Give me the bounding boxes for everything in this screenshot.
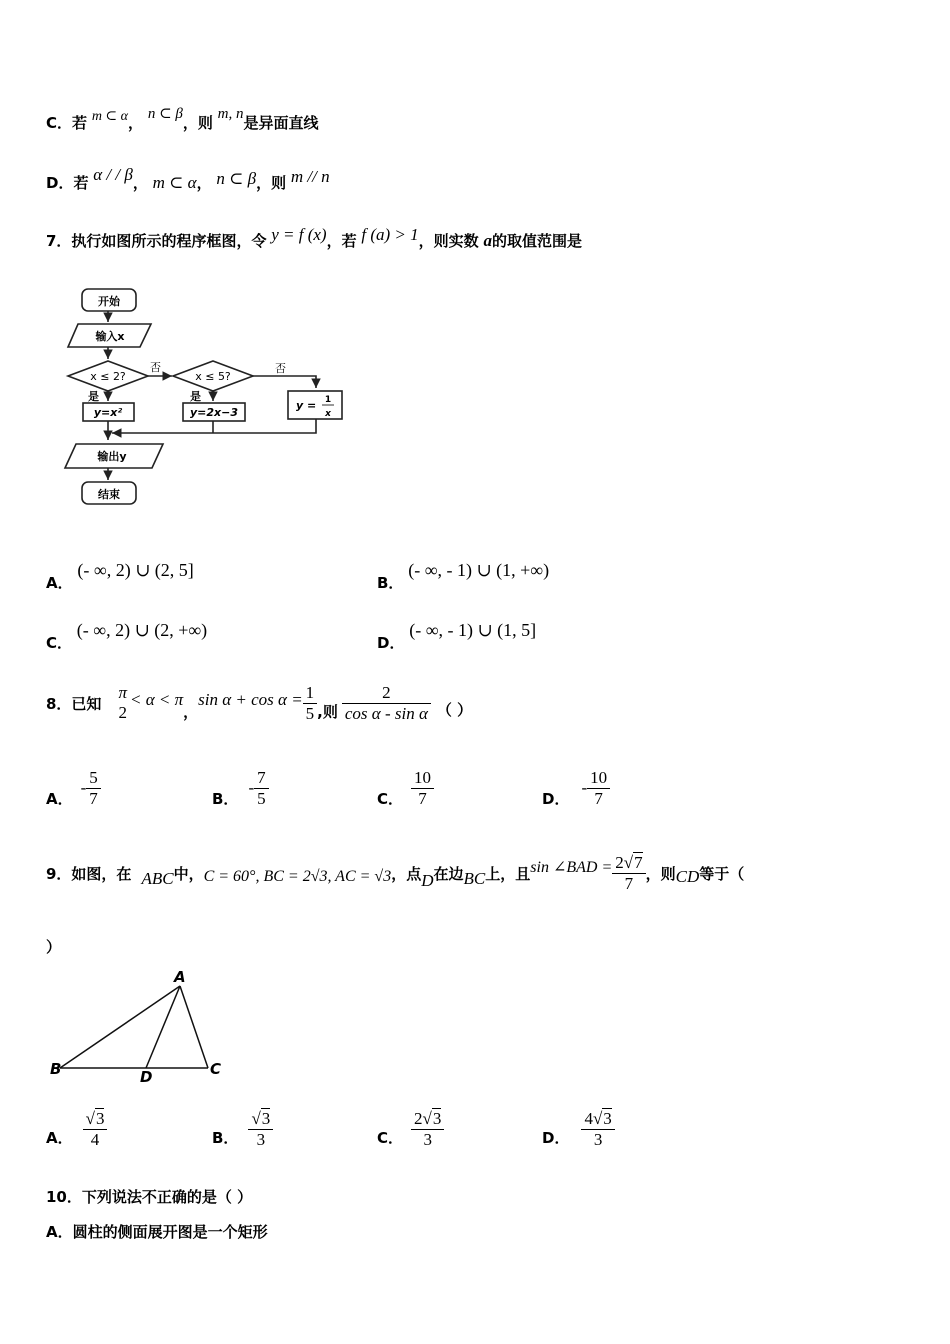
q7-option-b: B． (- ∞, - 1) ∪ (1, +∞) — [377, 560, 550, 592]
option-label: D． — [46, 174, 74, 192]
option-label: C． — [46, 114, 73, 132]
fraction: π 2 — [118, 683, 127, 722]
fraction: $\frac{1}{5}$ — [303, 683, 318, 724]
flow-start-text: 开始 — [98, 295, 120, 308]
fraction: $\frac{√3}{4}$ — [83, 1109, 108, 1150]
flow-output-text: 输出y — [97, 450, 127, 463]
vertex-b-label: B — [50, 1060, 62, 1078]
q7-option-a: A． (- ∞, 2) ∪ (2, 5] — [46, 560, 194, 592]
flow-box3-num: 1 — [324, 395, 332, 405]
fraction: $\frac{√3}{3}$ — [248, 1109, 273, 1150]
q6-option-c: C．若 m ⊂ α， n ⊂ β，则 m, n是异面直线 — [46, 106, 319, 132]
q8-option-a: A． - $\frac{5}{7}$ — [46, 765, 101, 811]
q9-option-d: D． $\frac{4√3}{3}$ — [542, 1104, 615, 1154]
fraction: $\frac{2√7}{7}$ — [612, 853, 645, 894]
q7-stem: 7．执行如图所示的程序框图，令 y = f (x)，若 f (a) > 1，则实数 a的取值范围是 — [46, 225, 582, 250]
q7-option-d: D． (- ∞, - 1) ∪ (1, 5] — [377, 620, 537, 652]
flow-end-text: 结束 — [98, 488, 120, 501]
q9-option-c: C． $\frac{2√3}{3}$ — [377, 1104, 444, 1154]
q8-option-d: D． - $\frac{10}{7}$ — [542, 765, 610, 811]
q9-option-b: B． $\frac{√3}{3}$ — [212, 1104, 273, 1154]
q8-option-b: B． - $\frac{7}{5}$ — [212, 765, 269, 811]
q9-close-paren: ） — [46, 938, 62, 956]
flow-input-text: 输入x — [95, 330, 125, 343]
flow-box3-den: x — [325, 409, 331, 419]
flow-yes2-label: 是 — [190, 390, 201, 403]
fraction: $\frac{10}{7}$ — [587, 768, 610, 809]
q6-option-d: D．若 α / / β， m ⊂ α， n ⊂ β，则 m // n — [46, 165, 330, 192]
fraction: $\frac{2}{\text{cos α - sin α}}$ — [342, 683, 431, 724]
triangle-figure — [46, 966, 236, 1086]
q10-stem: 10．下列说法不正确的是（ ） — [46, 1188, 253, 1206]
q8-option-c: C． $\frac{10}{7}$ — [377, 765, 434, 811]
flow-yes1-label: 是 — [88, 390, 99, 403]
fraction: $\frac{5}{7}$ — [86, 768, 101, 809]
fraction: $\frac{4√3}{3}$ — [581, 1109, 614, 1150]
q9-stem: 9．如图，在 ABC 中， C = 60°, BC = 2√3, AC = √3 ，点 D 在边 BC 上，且 sin ∠BAD = $\frac{2√7}{7}$ ，则 CD 等于（ — [46, 852, 745, 893]
fraction: $\frac{2√3}{3}$ — [411, 1109, 444, 1150]
vertex-d-label: D — [140, 1068, 153, 1086]
flow-cond2-text: x ≤ 5? — [195, 370, 231, 383]
fraction: $\frac{10}{7}$ — [411, 768, 434, 809]
q10-option-a: A．圆柱的侧面展开图是一个矩形 — [46, 1223, 268, 1241]
flow-no1-label: 否 — [150, 361, 161, 374]
flow-no2-label: 否 — [275, 362, 286, 375]
flow-box1-text: y=x² — [93, 406, 123, 419]
flowchart — [60, 282, 360, 532]
fraction: $\frac{7}{5}$ — [254, 768, 269, 809]
q8-stem: 8．已知 π 2 < α < π ， sin α + cos α = $\frac{1}{5}$ ,则 $\frac{2}{\text{cos α - sin α}}$ （ ） — [46, 682, 473, 723]
vertex-a-label: A — [174, 968, 186, 986]
q7-option-c: C． (- ∞, 2) ∪ (2, +∞) — [46, 620, 208, 652]
flow-cond1-text: x ≤ 2? — [90, 370, 126, 383]
vertex-c-label: C — [210, 1060, 222, 1078]
flow-box2-text: y=2x−3 — [189, 406, 239, 419]
flow-box3-text: y = — [296, 399, 317, 412]
q9-option-a: A． $\frac{√3}{4}$ — [46, 1104, 107, 1154]
